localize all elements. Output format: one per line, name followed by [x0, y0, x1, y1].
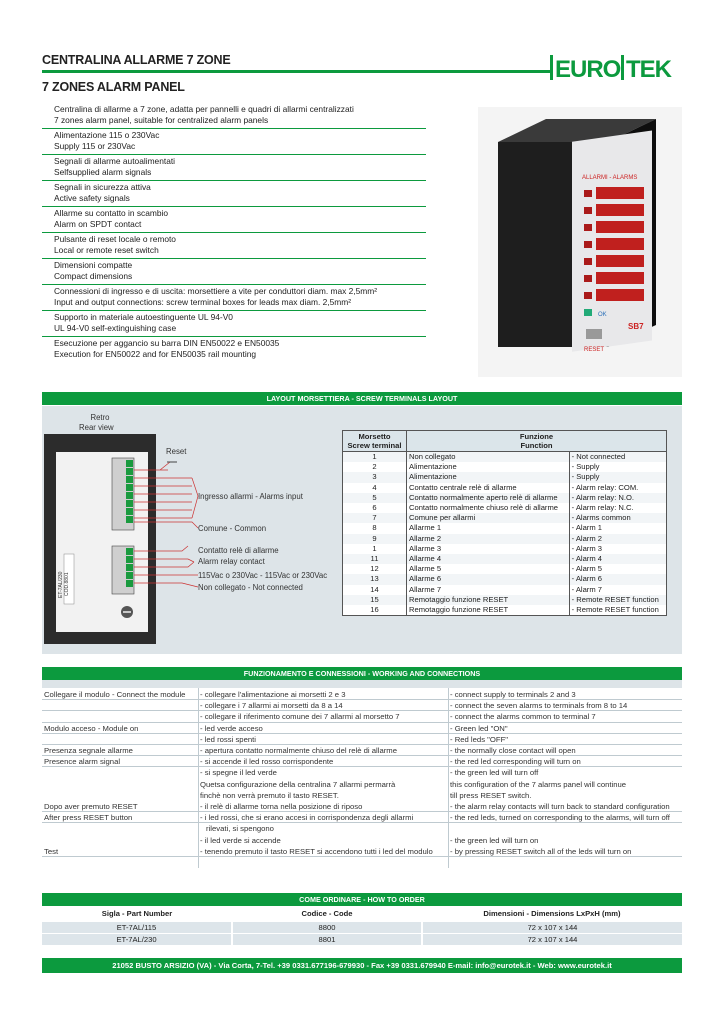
rear-side-text-2: COD.8801	[64, 572, 70, 596]
table-row: 13 Allarme 6 - Alarm 6	[343, 574, 667, 584]
table-row: 9 Allarme 2 - Alarm 2	[343, 534, 667, 544]
table-row: 6 Contatto normalmente chiuso relè di allarme - Alarm relay: N.C.	[343, 503, 667, 513]
feature-item: Centralina di allarme a 7 zone, adatta per pannelli e quadri di allarmi centralizzati 7 zones alarm panel, suitable for centralized alarm panels	[42, 103, 426, 129]
table-row: 7 Comune per allarmi - Alarms common	[343, 513, 667, 523]
table-row: ET-7AL/115 8800 72 x 107 x 144	[42, 922, 682, 934]
label-relay-it: Contatto relè di allarme	[198, 546, 279, 555]
feature-item: Dimensioni compatte Compact dimensions	[42, 259, 426, 285]
table-row: Modulo acceso - Module on - led verde acceso - Green led "ON"	[44, 723, 508, 733]
reset-label: Reset	[166, 447, 187, 456]
table-row: 14 Allarme 7 - Alarm 7	[343, 585, 667, 595]
table-row: Collegare il modulo - Connect the module - collegare l'alimentazione ai morsetti 2 e 3 - connect supply to terminals 2 and 3	[44, 690, 576, 699]
table-row: rilevati, si spengono	[206, 824, 274, 834]
working-table-grid	[42, 688, 682, 874]
feature-item: Segnali in sicurezza attiva Active safety signals	[42, 181, 426, 207]
page-title-en: 7 ZONES ALARM PANEL	[42, 80, 185, 94]
table-row: 2 Alimentazione - Supply	[343, 462, 667, 472]
rear-side-text-1: ET-7AL/230	[58, 571, 64, 598]
table-row: 1 Non collegato - Not connected	[343, 452, 667, 463]
svg-text:EURO: EURO	[555, 56, 621, 82]
feature-item: Esecuzione per aggancio su barra DIN EN50022 e EN50035 Execution for EN50022 and for EN50035 rail mounting	[54, 338, 280, 359]
label-supply: 115Vac o 230Vac - 115Vac or 230Vac	[198, 571, 328, 580]
feature-item: Allarme su contatto in scambio Alarm on SPDT contact	[42, 207, 426, 233]
table-row: 3 Alimentazione - Supply	[343, 472, 667, 482]
page-title-it: CENTRALINA ALLARME 7 ZONE	[42, 53, 231, 67]
table-row: 12 Allarme 5 - Alarm 5	[343, 564, 667, 574]
table-row: 4 Contatto centrale relè di allarme - Alarm relay: COM.	[343, 483, 667, 493]
table-row: - led rossi spenti - Red leds "OFF"	[200, 734, 509, 744]
table-row: Presence alarm signal - si accende il led rosso corrispondente - the red led corresponding will turn on	[44, 757, 581, 767]
table-row: 16 Remotaggio funzione RESET - Remote RESET function	[343, 605, 667, 616]
photo-label-alarms: ALLARMI - ALARMS	[582, 175, 638, 181]
working-panel-strip	[42, 680, 682, 688]
table-row: Presenza segnale allarme - apertura contatto normalmente chiuso del relè di allarme - the normally close contact will open	[44, 746, 576, 756]
rear-view-label: Rear view	[79, 423, 114, 432]
table-row: 5 Contatto normalmente aperto relè di allarme - Alarm relay: N.O.	[343, 493, 667, 503]
feature-item: Segnali di allarme autoalimentati Selfsupplied alarm signals	[42, 155, 426, 181]
table-row: Dopo aver premuto RESET - il relè di allarme torna nella posizione di riposo - the alarm relay contacts will turn back to standard configuration	[44, 802, 670, 812]
eurotek-logo	[549, 52, 685, 82]
label-relay-en: Alarm relay contact	[198, 557, 265, 566]
title-divider	[42, 70, 550, 73]
table-row: finchè non verrà premuto il tasto RESET. till press RESET switch.	[200, 790, 532, 800]
order-section-title: COME ORDINARE - HOW TO ORDER	[42, 893, 682, 906]
feature-item: Alimentazione 115 o 230Vac Supply 115 or 230Vac	[42, 129, 426, 155]
order-table	[42, 907, 682, 945]
table-row: Test - tenendo premuto il tasto RESET si accendono tutti i led del modulo - by pressing RESET switch all of the leds will turn on	[44, 846, 632, 856]
working-section-title: FUNZIONAMENTO E CONNESSIONI - WORKING AND CONNECTIONS	[42, 667, 682, 680]
table-row: Quetsa configurazione della centralina 7 allarmi permarrà this configuration of the 7 alarms panel will continue	[200, 779, 627, 789]
table-row: 15 Remotaggio funzione RESET - Remote RESET function	[343, 595, 667, 605]
table-row: 11 Allarme 4 - Alarm 4	[343, 554, 667, 564]
table-row: - si spegne il led verde - the green led will turn off	[200, 768, 539, 778]
label-alarms-input: Ingresso allarmi - Alarms input	[198, 492, 303, 501]
rear-label: Retro	[90, 413, 110, 422]
feature-list	[42, 103, 426, 362]
rear-view-diagram	[42, 434, 342, 654]
svg-text:TEK: TEK	[626, 56, 671, 82]
feature-item: Supporto in materiale autoestinguente UL 94-V0 UL 94-V0 self-extinguishing case	[42, 311, 426, 337]
table-row: 8 Allarme 1 - Alarm 1	[343, 523, 667, 533]
feature-item: Pulsante di reset locale o remoto Local or remote reset switch	[42, 233, 426, 259]
label-not-connected: Non collegato - Not connected	[198, 583, 303, 592]
table-row: - collegare il riferimento comune dei 7 allarmi al morsetto 7 - connect the alarms common to terminal 7	[200, 712, 596, 722]
svg-text:OK: OK	[598, 312, 607, 318]
terminal-table	[342, 430, 667, 616]
table-row: ET-7AL/230 8801 72 x 107 x 144	[42, 934, 682, 946]
product-photo	[478, 107, 682, 377]
table-row: After press RESET button - i led rossi, che si erano accesi in corrispondenza degli allarmi - the red leds, turned on corresponding to the alarms, will turn off	[44, 813, 670, 823]
table-row: 1 Allarme 3 - Alarm 3	[343, 544, 667, 554]
svg-text:SB7: SB7	[628, 322, 644, 331]
terminal-table-header: Morsetto Screw terminal Funzione Function	[343, 431, 667, 452]
order-table-header: Sigla - Part Number Codice - Code Dimensioni - Dimensions LxPxH (mm)	[101, 909, 621, 918]
table-row: - collegare i 7 allarmi ai morsetti da 8 a 14 - connect the seven alarms to terminals from 8 to 14	[200, 701, 628, 711]
svg-text:RESET: RESET	[584, 347, 605, 353]
layout-section-title: LAYOUT MORSETTIERA - SCREW TERMINALS LAYOUT	[42, 392, 682, 405]
label-common: Comune - Common	[198, 524, 267, 533]
footer-contact: 21052 BUSTO ARSIZIO (VA) - Via Corta, 7-Tel. +39 0331.677196-679930 - Fax +39 0331.679940 E-mail: info@eurotek.it - Web: www.eurotek.it	[42, 958, 682, 973]
feature-item: Connessioni di ingresso e di uscita: morsettiere a vite per conduttori diam. max 2,5mm² Input and output connections: screw terminal boxes for leads max diam. 2,5mm²	[42, 285, 426, 311]
table-row: - il led verde si accende - the green led will turn on	[200, 835, 539, 845]
